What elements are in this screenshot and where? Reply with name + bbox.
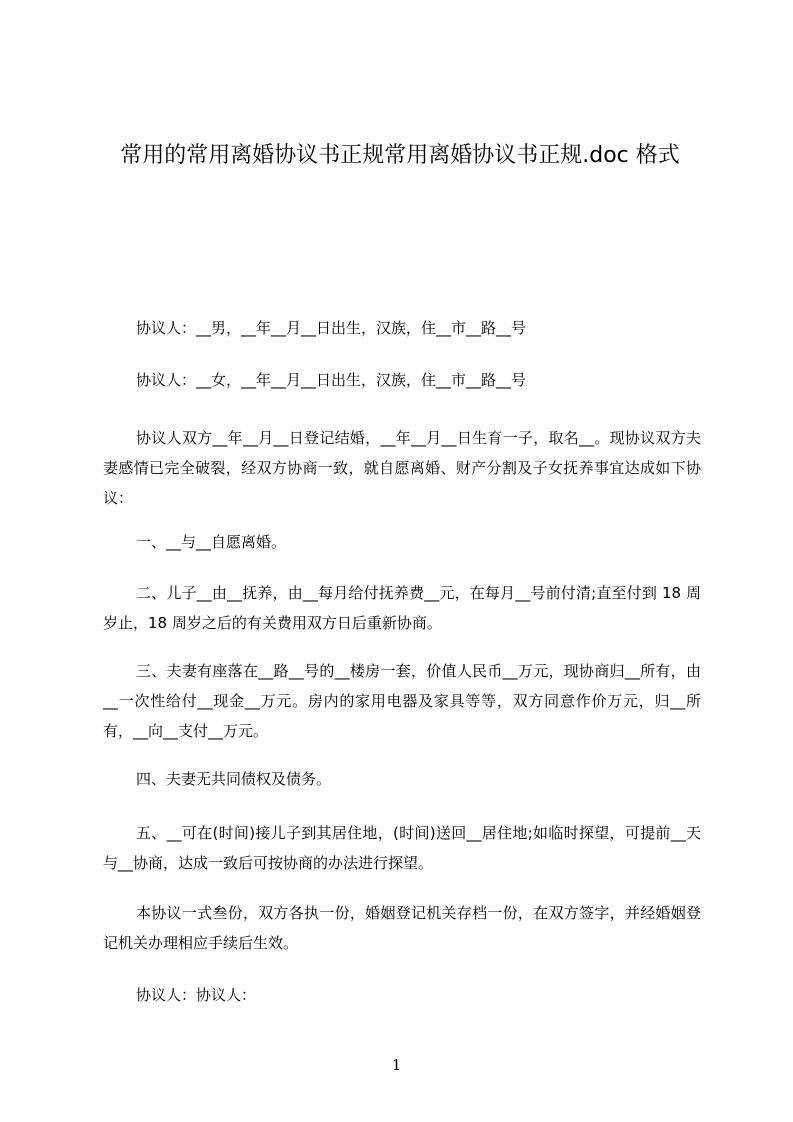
paragraph-party-female: 协议人：__女，__年__月__日出生，汉族，住__市__路__号 xyxy=(136,371,527,389)
paragraph-clause-1: 一、__与__自愿离婚。 xyxy=(136,533,287,551)
paragraph-clause-2: 二、儿子__由__抚养，由__每月给付抚养费__元，在每月__号前付清;直至付到 18 周岁止，18 周岁之后的有关费用双方日后重新协商。 xyxy=(103,584,701,632)
paragraph-clause-3: 三、夫妻有座落在__路__号的__楼房一套，价值人民币__万元，现协商归__所有，由__一次性给付__现金__万元。房内的家用电器及家具等等，双方同意作价万元，归__所有，__向__支付__万元。 xyxy=(103,662,701,740)
document-title: 常用的常用离婚协议书正规常用离婚协议书正规.doc 格式 xyxy=(120,143,680,168)
paragraph-clause-4: 四、夫妻无共同债权及债务。 xyxy=(136,770,332,788)
paragraph-party-male: 协议人：__男，__年__月__日出生，汉族，住__市__路__号 xyxy=(136,319,527,337)
page-number: 1 xyxy=(391,1056,402,1074)
paragraph-clause-5: 五、__可在(时间)接儿子到其居住地，(时间)送回__居住地;如临时探望，可提前__天与__协商，达成一致后可按协商的办法进行探望。 xyxy=(103,824,701,872)
paragraph-preamble: 协议人双方__年__月__日登记结婚，__年__月__日生育一子，取名__。现协议双方夫妻感情已完全破裂，经双方协商一致，就自愿离婚、财产分割及子女抚养事宜达成如下协议： xyxy=(103,429,701,507)
paragraph-effectiveness: 本协议一式叁份，双方各执一份，婚姻登记机关存档一份，在双方签字，并经婚姻登记机关办理相应手续后生效。 xyxy=(103,904,701,952)
paragraph-signatures: 协议人：协议人： xyxy=(136,986,257,1004)
